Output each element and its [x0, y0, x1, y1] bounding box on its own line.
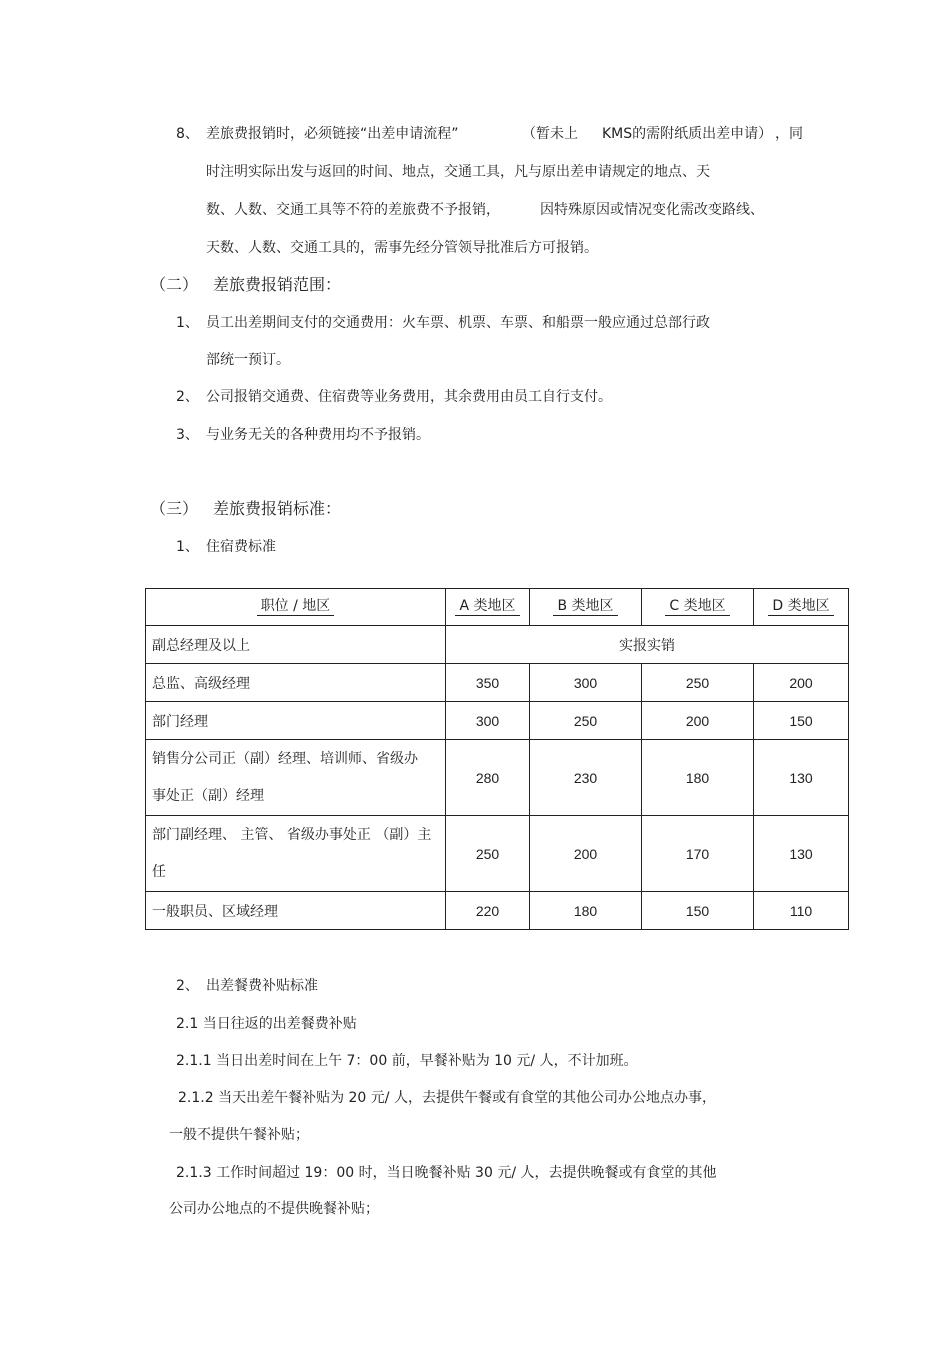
- value-cell: 200: [530, 816, 642, 892]
- para8-line1-part4: ，同: [775, 126, 803, 142]
- value-cell: 150: [754, 702, 849, 740]
- scope-item-1-continuation: 部统一预订。: [206, 352, 290, 368]
- value-cell: 200: [642, 702, 754, 740]
- value-cell: 220: [446, 892, 530, 930]
- para8-line3-part1: 数、人数、交通工具等不符的差旅费不予报销，: [206, 202, 500, 218]
- value-cell: 250: [446, 816, 530, 892]
- meal-2-1-3: 2.1.3 工作时间超过 19：00 时，当日晚餐补贴 30 元/ 人，去提供晚餐或有食堂的其他: [176, 1165, 717, 1181]
- scope-item-1-number: 1、: [176, 315, 199, 331]
- position-text: 销售分公司正（副）经理、培训师、省级办事处正（副）经理: [152, 750, 418, 804]
- section3-number: （三）: [150, 499, 199, 518]
- position-cell: 总监、高级经理: [146, 664, 446, 702]
- para8-line2: 时注明实际出发与返回的时间、地点，交通工具，凡与原出差申请规定的地点、天: [206, 164, 710, 180]
- para8-line3-part2: 因特殊原因或情况变化需改变路线、: [540, 202, 764, 218]
- table-row: [146, 816, 849, 892]
- lodging-standard-table: [145, 588, 849, 930]
- meal-title: 出差餐费补贴标准: [206, 978, 318, 994]
- position-cell: [146, 740, 446, 816]
- header-position-region: 职位 / 地区: [146, 589, 446, 626]
- table-row: [146, 626, 849, 664]
- table-header-row: [146, 589, 849, 626]
- scope-item-3-number: 3、: [176, 427, 199, 443]
- table-row: [146, 702, 849, 740]
- lodging-number: 1、: [176, 539, 199, 555]
- value-cell: 300: [446, 702, 530, 740]
- value-cell: 130: [754, 816, 849, 892]
- table-row: [146, 892, 849, 930]
- lodging-title: 住宿费标准: [206, 539, 276, 555]
- value-cell: 280: [446, 740, 530, 816]
- para8-line1-part2: （暂未上: [522, 126, 578, 142]
- meal-number: 2、: [176, 978, 199, 994]
- scope-item-3-text: 与业务无关的各种费用均不予报销。: [206, 427, 430, 443]
- actual-reimbursement-cell: 实报实销: [446, 626, 849, 664]
- scope-item-1-text: 员工出差期间支付的交通费用：火车票、机票、车票、和船票一般应通过总部行政: [206, 315, 710, 331]
- para8-number: 8、: [176, 126, 199, 142]
- section3-title: 差旅费报销标准：: [213, 499, 342, 518]
- header-region-b: B 类地区: [530, 589, 642, 626]
- position-cell: 副总经理及以上: [146, 626, 446, 664]
- para8-line1: 差旅费报销时，必须链接“出差申请流程”: [206, 126, 459, 142]
- table-row: [146, 740, 849, 816]
- meal-2-1-1: 2.1.1 当日出差时间在上午 7：00 前，早餐补贴为 10 元/ 人，不计加班。: [176, 1053, 638, 1069]
- value-cell: 150: [642, 892, 754, 930]
- value-cell: 170: [642, 816, 754, 892]
- value-cell: 180: [530, 892, 642, 930]
- meal-2-1-2-continuation: 一般不提供午餐补贴；: [169, 1127, 309, 1143]
- section2-title: 差旅费报销范围：: [213, 275, 342, 294]
- value-cell: 200: [754, 664, 849, 702]
- value-cell: 110: [754, 892, 849, 930]
- value-cell: 350: [446, 664, 530, 702]
- para8-line1-part3: KMS的需附纸质出差申请）: [602, 126, 773, 142]
- header-region-d: D 类地区: [754, 589, 849, 626]
- meal-2-1-2: 2.1.2 当天出差午餐补贴为 20 元/ 人，去提供午餐或有食堂的其他公司办公地点办事，: [178, 1090, 716, 1106]
- position-cell: 一般职员、区域经理: [146, 892, 446, 930]
- value-cell: 180: [642, 740, 754, 816]
- position-cell: [146, 816, 446, 892]
- meal-2-1-3-continuation: 公司办公地点的不提供晚餐补贴；: [169, 1201, 379, 1217]
- scope-item-2-text: 公司报销交通费、住宿费等业务费用，其余费用由员工自行支付。: [206, 389, 612, 405]
- value-cell: 300: [530, 664, 642, 702]
- header-region-c: C 类地区: [642, 589, 754, 626]
- value-cell: 250: [642, 664, 754, 702]
- value-cell: 250: [530, 702, 642, 740]
- meal-2-1: 2.1 当日往返的出差餐费补贴: [176, 1016, 357, 1032]
- para8-line4: 天数、人数、交通工具的，需事先经分管领导批准后方可报销。: [206, 240, 598, 256]
- position-text: 部门副经理、 主管、 省级办事处正 （副）主任: [152, 826, 432, 880]
- header-region-a: A 类地区: [446, 589, 530, 626]
- table-row: [146, 664, 849, 702]
- scope-item-2-number: 2、: [176, 389, 199, 405]
- section2-number: （二）: [150, 275, 199, 294]
- value-cell: 130: [754, 740, 849, 816]
- position-cell: 部门经理: [146, 702, 446, 740]
- value-cell: 230: [530, 740, 642, 816]
